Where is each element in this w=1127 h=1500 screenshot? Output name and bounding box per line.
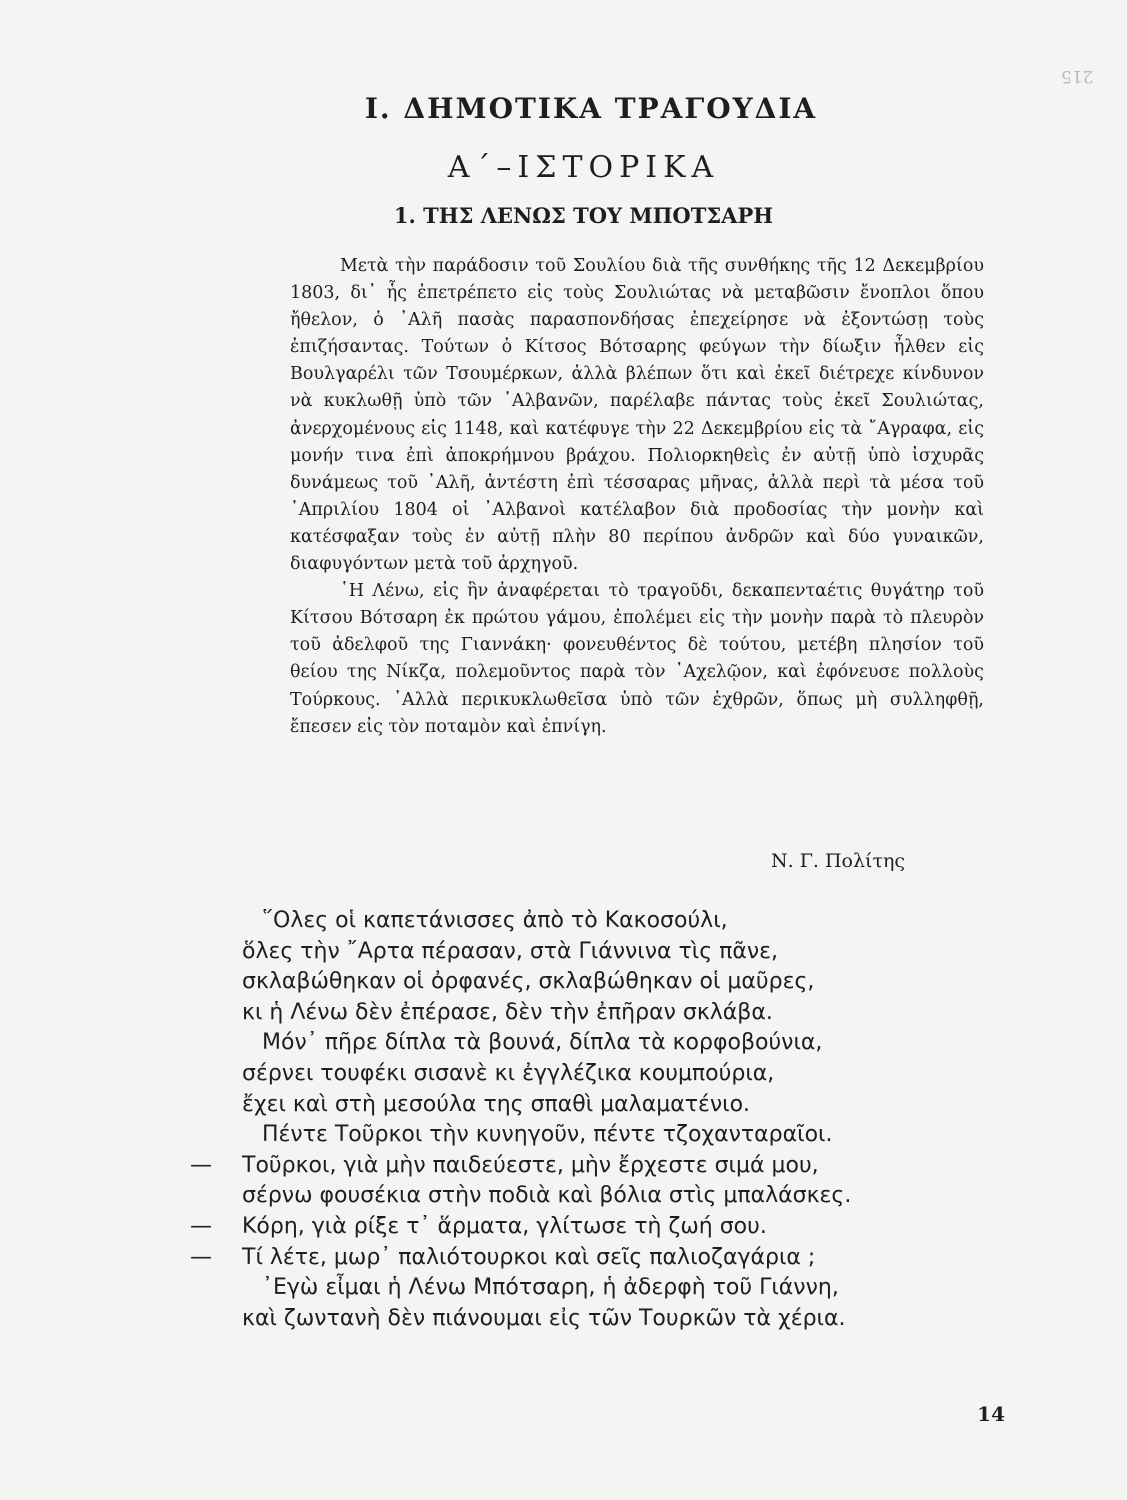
poem-line xyxy=(200,1273,1000,1304)
poem-line-text: Τοῦρκοι, γιὰ μὴν παιδεύεστε, μὴν ἔρχεστε σιμά μου, xyxy=(242,1152,819,1178)
poem-line-text: Κόρη, γιὰ ρίξε τ᾽ ἅρματα, γλίτωσε τὴ ζωή σου. xyxy=(242,1213,767,1239)
poem-line xyxy=(200,1090,1000,1121)
poem-line-text: κι ἡ Λένω δὲν ἐπέρασε, δὲν τὴν ἐπῆραν σκλάβα. xyxy=(242,999,773,1025)
poem-line xyxy=(190,1212,1000,1243)
poem-line-text: σέρνει τουφέκι σισανὲ κι ἐγγλέζικα κουμπούρια, xyxy=(242,1060,775,1086)
intro-text xyxy=(290,253,984,741)
intro-paragraph-2: ῾Η Λένω, εἰς ἣν ἀναφέρεται τὸ τραγοῦδι, δεκαπενταέτις θυγάτηρ τοῦ Κίτσου Βότσαρη ἐκ πρώτου γάμου, ἐπολέμει εἰς τὴν μονὴν παρὰ τὸ πλευρὸν τοῦ ἀδελφοῦ της Γιαννάκη· φονευθέντος δὲ τούτου, μετέβη πλησίον τοῦ θείου της Νίκζα, πολεμοῦντος παρὰ τὸν ᾽Αχελῷον, καὶ ἐφόνευσε πολλοὺς Τούρκους. ᾽Αλλὰ περικυκλωθεῖσα ὑπὸ τῶν ἐχθρῶν, ὅπως μὴ συλληφθῇ, ἔπεσεν εἰς τὸν ποταμὸν καὶ ἐπνίγη. xyxy=(290,581,984,737)
poem-line xyxy=(200,1120,1000,1151)
dialogue-dash: — xyxy=(190,1213,212,1239)
poem-line-text: Μόν᾽ πῆρε δίπλα τὰ βουνά, δίπλα τὰ κορφοβούνια, xyxy=(262,1030,823,1056)
poem-line-text: ῞Ολες οἱ καπετάνισσες ἀπὸ τὸ Κακοσούλι, xyxy=(262,908,728,933)
poem-line xyxy=(190,1151,1000,1182)
poem-line-text: Πέντε Τοῦρκοι τὴν κυνηγοῦν, πέντε τζοχανταραῖοι. xyxy=(262,1122,833,1148)
dialogue-dash: — xyxy=(190,1244,212,1270)
poem-line xyxy=(200,937,1000,968)
section-title: Α΄–ΙΣΤΟΡΙΚΑ xyxy=(447,150,720,185)
poem-title: 1. ΤΗΣ ΛΕΝΩΣ ΤΟΥ ΜΠΟΤΣΑΡΗ xyxy=(393,203,774,228)
intro-paragraph-1: Μετὰ τὴν παράδοσιν τοῦ Σουλίου διὰ τῆς συνθήκης τῆς 12 Δεκεμβρίου 1803, δι᾽ ἧς ἐπετρέπετο εἰς τοὺς Σουλιώτας νὰ μεταβῶσιν ἔνοπλοι ὅπου ἤθελον, ὁ ᾽Αλῆ πασὰς παρασπονδήσας ἐπεχείρησε νὰ ἐξοντώσῃ τοὺς ἐπιζήσαντας. Τούτων ὁ Κίτσος Βότσαρης φεύγων τὴν δίωξιν ἦλθεν εἰς Βουλγαρέλι τῶν Τσουμέρκων, ἀλλὰ βλέπων ὅτι καὶ ἐκεῖ διέτρεχε κίνδυνον νὰ κυκλωθῇ ὑπὸ τῶν ᾽Αλβανῶν, παρέλαβε πάντας τοὺς ἐκεῖ Σουλιώτας, ἀνερχομένους εἰς 1148, καὶ κατέφυγε τὴν 22 Δεκεμβρίου εἰς τὰ ῎Αγραφα, εἰς μονήν τινα ἐπὶ ἀποκρήμνου βράχου. Πολιορκηθεὶς ἐν αὐτῇ ὑπὸ ἰσχυρᾶς δυνάμεως τοῦ ᾽Αλῆ, ἀντέστη ἐπὶ τέσσαρας μῆνας, ἀλλὰ περὶ τὰ μέσα τοῦ ᾽Απριλίου 1804 οἱ ᾽Αλβανοὶ κατέλαβον διὰ προδοσίας τὴν μονὴν καὶ κατέσφαξαν τοὺς ἐν αὐτῇ πλὴν 80 περίπου ἀνδρῶν καὶ δύο γυναικῶν, διαφυγόντων μετὰ τοῦ ἀρχηγοῦ. xyxy=(290,256,984,575)
author-signature: Ν. Γ. Πολίτης xyxy=(770,850,905,872)
poem-line-text: ᾽Εγὼ εἶμαι ἡ Λένω Μπότσαρη, ἡ ἀδερφὴ τοῦ Γιάννη, xyxy=(262,1275,839,1301)
part-title: I. ΔΗΜΟΤΙΚΑ ΤΡΑΓΟΥΔΙΑ xyxy=(364,92,818,125)
poem-line xyxy=(200,906,1000,937)
poem-line xyxy=(200,998,1000,1029)
poem-line xyxy=(190,1243,1000,1274)
bleed-through-page-number: 215 xyxy=(1060,66,1093,86)
dialogue-dash: — xyxy=(190,1152,212,1178)
poem-line xyxy=(200,967,1000,998)
poem-line-text: ἔχει καὶ στὴ μεσούλα της σπαθὶ μαλαματένιο. xyxy=(242,1091,751,1117)
poem-line xyxy=(200,1028,1000,1059)
poem-line xyxy=(200,1059,1000,1090)
poem-line-text: Τί λέτε, μωρ᾽ παλιότουρκοι καὶ σεῖς παλιοζαγάρια ; xyxy=(242,1244,816,1270)
poem-line-text: ὅλες τὴν ῎Αρτα πέρασαν, στὰ Γιάννινα τὶς πᾶνε, xyxy=(242,938,779,964)
poem-line-text: καὶ ζωντανὴ δὲν πιάνουμαι εἰς τῶν Τουρκῶν τὰ χέρια. xyxy=(242,1305,846,1331)
poem-line xyxy=(200,1304,1000,1335)
poem-line-text: σέρνω φουσέκια στὴν ποδιὰ καὶ βόλια στὶς μπαλάσκες. xyxy=(242,1183,852,1209)
poem-verses xyxy=(190,906,1000,1334)
poem-line xyxy=(200,1181,1000,1212)
poem-line-text: σκλαβώθηκαν οἱ ὀρφανές, σκλαβώθηκαν οἱ μαῦρες, xyxy=(242,969,815,995)
page-number: 14 xyxy=(977,1402,1005,1426)
